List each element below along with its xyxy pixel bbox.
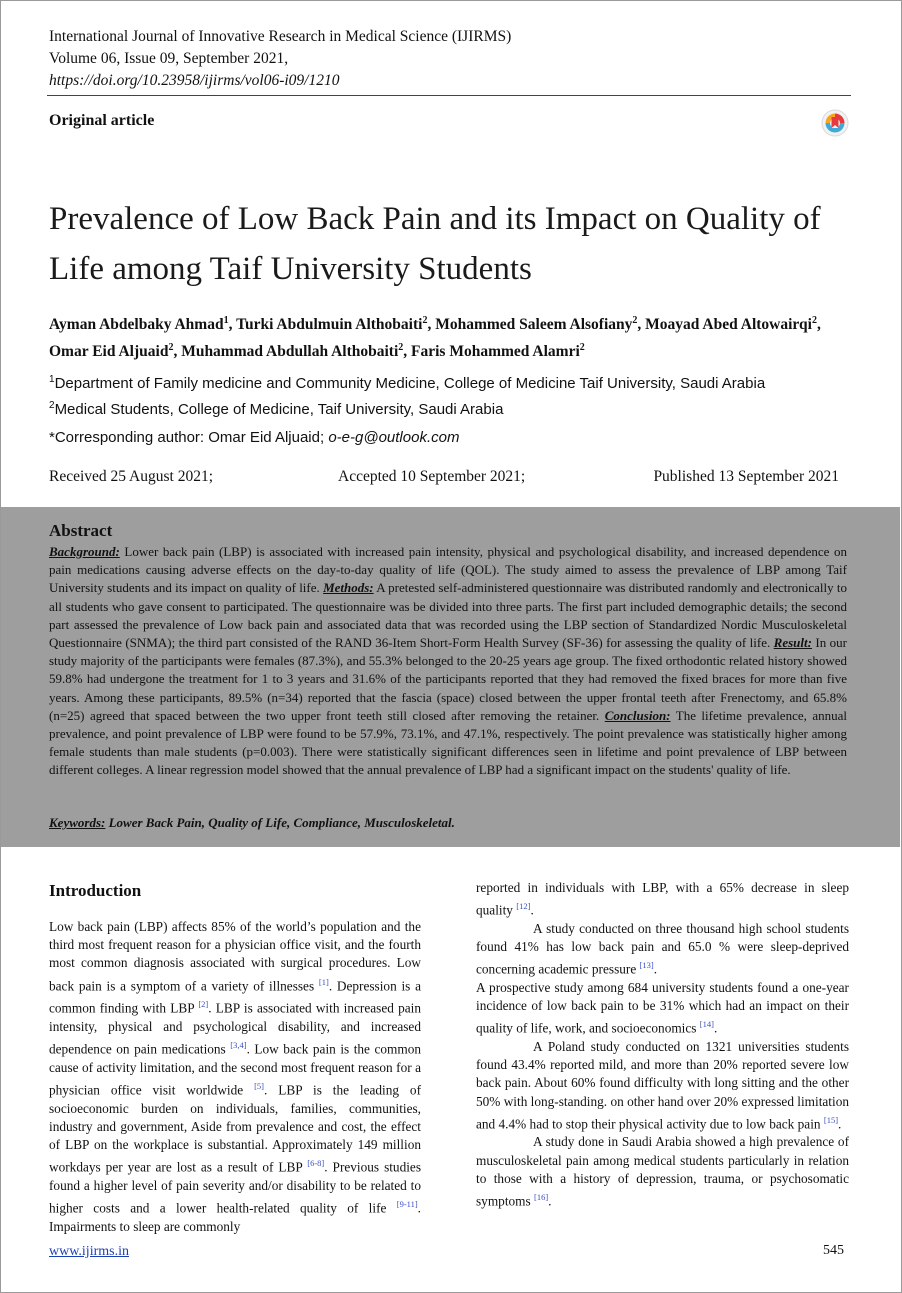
- crossmark-icon[interactable]: [821, 109, 849, 137]
- volume-issue: Volume 06, Issue 09, September 2021,: [49, 50, 289, 67]
- intro-paragraph: A study done in Saudi Arabia showed a high prevalence of musculoskeletal pain among medical students particularly in relation to those with a history of depression, trauma, or psychosomatic symptoms [16].: [476, 1134, 849, 1209]
- citation-ref[interactable]: [2]: [198, 999, 209, 1010]
- author-name: Faris Mohammed Alamri: [411, 343, 580, 361]
- affiliation-2: $^2$Medical Students, College of Medicine, Taif University, Saudi Arabia: [49, 400, 504, 418]
- affiliations: [49, 369, 859, 421]
- corresponding-author: [49, 429, 459, 446]
- author-name: Mohammed Saleem Alsofiany: [435, 316, 633, 334]
- keywords: [49, 815, 455, 831]
- corresponding-label: *Corresponding author: Omar Eid Aljuaid;: [49, 429, 325, 446]
- keywords-text: Lower Back Pain, Quality of Life, Compliance, Musculoskeletal.: [108, 815, 455, 830]
- keywords-label: Keywords:: [49, 815, 106, 830]
- citation-ref[interactable]: [15]: [823, 1114, 839, 1125]
- citation-ref[interactable]: [12]: [516, 901, 531, 912]
- author-aff: 2: [579, 342, 585, 354]
- result-text: In our study majority of the participants were females (87.3%), and 55.3% belonged to the 20-25 years age group. The fixed orthodontic related history showed 59.8% had undergone the treatment for 1 to 3 years and 31.6% of the participants reported that they had removed the fixed braces for more than five years. Among these participants, 89.5% (n=34) reported that the fascia (space) closed between the upper frontal teeth after Frenectomy, and 65.8% (n=25) agreed that spaced between the two upper front teeth still closed after removing the retainer.: [49, 635, 847, 723]
- author-list: Ayman Abdelbaky Ahmad$^1$, Turki Abdulmuin Althobaiti$^2$, Mohammed Saleem Alsofiany$^2$, Moayad Abed Altowairqi$^2$, Omar Eid Aljuaid$^2$, Muhammad Abdullah Althobaiti$^2$, Faris Mohammed Alamri$^2$: [49, 315, 821, 361]
- page-number: 545: [823, 1243, 844, 1258]
- author-name: Turki Abdulmuin Althobaiti: [236, 316, 423, 334]
- conclusion-label: Conclusion:: [604, 707, 671, 723]
- citation-ref[interactable]: [6-8]: [307, 1158, 325, 1169]
- author-aff: 2: [168, 342, 174, 354]
- received-date: Received 25 August 2021;: [49, 468, 214, 485]
- author-name: Moayad Abed Altowairqi: [645, 316, 812, 334]
- conclusion-text: The lifetime prevalence, annual prevalence, and point prevalence of LBP were found to be 57.9%, 73.1%, and 47.1%, respectively. The point prevalence was statistically higher among female students than male students (p=0.003). There were statistically significant differences seen in lifetime and point prevalence of LBP between different colleges. A linear regression model showed that the annual prevalence of LBP had a significant impact on the students' quality of life.: [49, 707, 847, 778]
- journal-header: [49, 26, 851, 92]
- author-name: Muhammad Abdullah Althobaiti: [181, 343, 399, 361]
- author-name: Ayman Abdelbaky Ahmad: [49, 316, 224, 334]
- corresponding-email[interactable]: o-e-g@outlook.com: [328, 429, 460, 446]
- citation-ref[interactable]: [16]: [534, 1191, 549, 1202]
- author-aff: 2: [811, 315, 817, 326]
- intro-paragraph: A Poland study conducted on 1321 universities students found 43.4% reported mild, and more than 20% reported severe low back pain. About 60% found difficulty with long sitting and the other 50% with long-standing. on other hand over 20% expressed limitation and 4.4% had to stop their physical activity due to low back pain [15].: [476, 1038, 849, 1132]
- background-label: Background:: [49, 544, 120, 559]
- article-dates: [49, 468, 839, 490]
- article-type: Original article: [49, 112, 155, 129]
- introduction-right-column: [476, 879, 849, 1211]
- introduction-left-column: [49, 918, 421, 1236]
- intro-paragraph: A prospective study among 684 university students found a one-year incidence of low back pain to be 31% which had an impact on their quality of life, work, and socioeconomics [14].: [476, 979, 849, 1036]
- doi-link[interactable]: https://doi.org/10.23958/ijirms/vol06-i09/1210: [49, 72, 340, 89]
- accepted-date: Accepted 10 September 2021;: [338, 468, 526, 485]
- intro-paragraph: Low back pain (LBP) affects 85% of the world’s population and the third most frequent reason for a physician office visit, and the fourth most common diagnosis associated with surgical procedures. Low back pain is a symptom of a variety of illnesses [1]. Depression is a common finding with LBP [2]. LBP is associated with increased pain intensity, physical and psychological disability, and increased dependence on pain medications [3,4]. Low back pain is the common cause of activity limitation, and the second most frequent reason for a physician office visit worldwide [5]. LBP is the leading of socioeconomic burden on individuals, families, communities, industry and government, Aside from prevalence and cost, the effect of LBP on the workplace is substantial. Approximately 149 million workdays per year are lost as a result of LBP [6-8]. Previous studies found a higher level of pain severity and/or disability to be related to higher costs and a lower health-related quality of life [9-11]. Impairments to sleep are commonly: [49, 919, 422, 1234]
- result-label: Result:: [773, 635, 812, 651]
- citation-ref[interactable]: [3,4]: [230, 1040, 247, 1051]
- intro-paragraph: reported in individuals with LBP, with a 65% decrease in sleep quality [12].: [476, 880, 849, 918]
- intro-paragraph: A study conducted on three thousand high school students found 41% has low back pain and 65.0 % were sleep-deprived concerning academic pressure [13].: [476, 920, 849, 977]
- author-aff: 2: [632, 315, 638, 326]
- citation-ref[interactable]: [5]: [254, 1080, 264, 1091]
- methods-label: Methods:: [323, 580, 374, 596]
- author-aff: 2: [422, 315, 428, 326]
- citation-ref[interactable]: [1]: [318, 976, 329, 987]
- background-text: Lower back pain (LBP) is associated with increased pain intensity, physical and psychological disability, and increased dependence on pain medications causing adverse effects on the day-to-day quality of life (QOL). The study aimed to assess the prevalence of LBP among Taif University students and its impact on quality of life.: [49, 544, 848, 596]
- article-title: Prevalence of Low Back Pain and its Impact on Quality of Life among Taif University Students: [49, 201, 821, 287]
- abstract-heading: Abstract: [49, 521, 113, 540]
- citation-ref[interactable]: [9-11]: [396, 1198, 418, 1209]
- affiliation-1: $^1$Department of Family medicine and Community Medicine, College of Medicine Taif University, Saudi Arabia: [49, 374, 766, 392]
- header-rule: [47, 95, 851, 96]
- citation-ref[interactable]: [13]: [639, 960, 654, 971]
- introduction-heading: Introduction: [49, 881, 142, 900]
- methods-text: A pretested self-administered questionnaire was distributed randomly and electronically to all students who gave consent to participated. The questionnaire was be divided into three parts. The first part included demographic details; the second part assessed the prevalence of Low back pain and associated data that was recorded using the LBP section of Standardized Nordic Musculoskeletal Questionnaire (SNMA); the third part consisted of the RAND 36-Item Short-Form Health Survey (SF-36) for assessing the quality of life.: [49, 580, 847, 651]
- published-date: Published 13 September 2021: [653, 468, 839, 485]
- author-aff: 1: [223, 315, 229, 326]
- author-aff: 2: [398, 342, 404, 354]
- journal-name: International Journal of Innovative Research in Medical Science (IJIRMS): [49, 28, 512, 45]
- abstract-body: [49, 543, 847, 780]
- author-name: Omar Eid Aljuaid: [49, 343, 169, 361]
- citation-ref[interactable]: [14]: [699, 1019, 714, 1030]
- footer-url-link[interactable]: www.ijirms.in: [49, 1244, 129, 1259]
